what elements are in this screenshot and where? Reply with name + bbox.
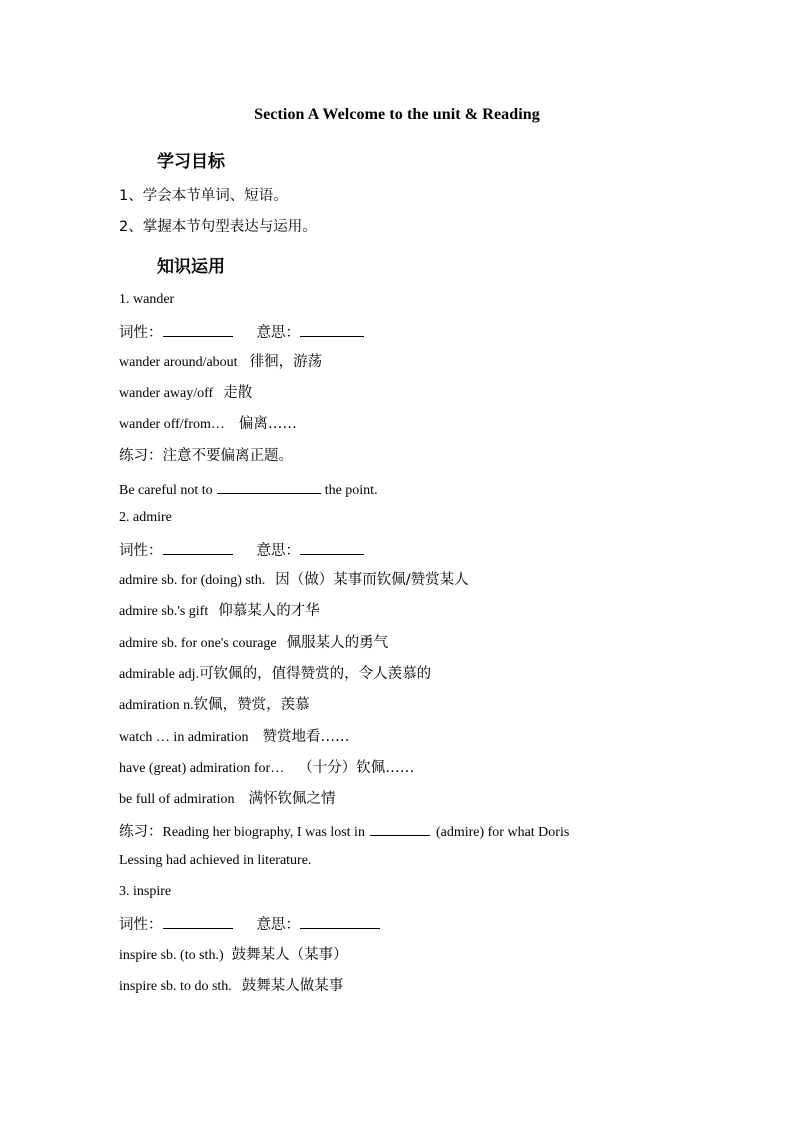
goals-heading: 学习目标 (157, 152, 225, 172)
meaning-blank[interactable] (300, 322, 364, 337)
phrase-cn: 走散 (223, 385, 253, 401)
word2-phrase-7 (119, 759, 414, 778)
word3-phrase-2 (119, 977, 343, 996)
phrase-cn: 仰慕某人的才华 (218, 603, 320, 619)
phrase-en: inspire sb. to do sth. (119, 979, 232, 994)
phrase-cn: 钦佩，赞赏，羡慕 (193, 697, 310, 713)
phrase-en: be full of admiration (119, 792, 235, 807)
phrase-cn: 赞赏地看…… (262, 729, 350, 745)
sentence-part: Be careful not to (119, 483, 213, 498)
goal-item-2: 2、掌握本节句型表达与运用。 (119, 219, 317, 235)
practice-label: 练习： (119, 824, 163, 840)
word2-phrase-8 (119, 790, 335, 809)
phrase-en: wander away/off (119, 386, 214, 401)
goal-item-1: 1、学会本节单词、短语。 (119, 188, 288, 204)
pos-blank[interactable] (163, 914, 233, 929)
word3-phrase-1 (119, 946, 348, 965)
word1-pos-meaning-row (119, 322, 364, 343)
meaning-label: 意思： (256, 325, 300, 341)
phrase-en: admiration n. (119, 698, 194, 713)
word1-phrase-3 (119, 415, 297, 434)
answer-blank[interactable] (370, 821, 430, 836)
pos-label: 词性： (119, 325, 163, 341)
phrase-en: inspire sb. (to sth.) (119, 948, 224, 963)
phrase-cn: 可钦佩的，值得赞赏的，令人羡慕的 (199, 666, 432, 682)
phrase-cn: 因（做）某事而钦佩/赞赏某人 (275, 572, 469, 588)
pos-label: 词性： (119, 543, 163, 559)
practice-text: 注意不要偏离正题。 (162, 448, 293, 464)
pos-blank[interactable] (163, 540, 233, 555)
phrase-cn: 满怀钦佩之情 (248, 791, 336, 807)
meaning-blank[interactable] (300, 540, 364, 555)
word2-heading: 2. admire (119, 510, 172, 525)
meaning-label: 意思： (256, 543, 300, 559)
word1-phrase-2 (119, 384, 252, 403)
sentence-part: (admire) for what Doris (435, 825, 570, 840)
phrase-en: have (great) admiration for… (119, 761, 285, 776)
phrase-cn: 鼓舞某人做某事 (241, 978, 344, 994)
phrase-en: wander around/about (119, 355, 238, 370)
word1-sentence (119, 479, 378, 500)
knowledge-heading: 知识运用 (157, 257, 225, 277)
phrase-cn: 佩服某人的勇气 (286, 635, 389, 651)
phrase-cn: 徘徊，游荡 (249, 354, 323, 370)
word3-heading: 3. inspire (119, 884, 172, 899)
word3-pos-meaning-row (119, 914, 380, 935)
pos-blank[interactable] (163, 322, 233, 337)
phrase-en: admire sb. for (doing) sth. (119, 573, 266, 588)
phrase-en: wander off/from… (119, 417, 225, 432)
word2-phrase-2 (119, 602, 320, 621)
word2-phrase-3 (119, 634, 388, 653)
word2-pos-meaning-row (119, 540, 364, 561)
phrase-cn: 鼓舞某人（某事） (231, 947, 348, 963)
answer-blank[interactable] (217, 479, 321, 494)
word2-phrase-5 (119, 696, 310, 715)
sentence-part: the point. (324, 483, 378, 498)
meaning-blank[interactable] (300, 914, 380, 929)
page-title: Section A Welcome to the unit & Reading (254, 106, 540, 123)
phrase-en: admirable adj. (119, 667, 200, 682)
pos-label: 词性： (119, 917, 163, 933)
phrase-en: admire sb. for one's courage (119, 636, 277, 651)
phrase-cn: 偏离…… (238, 416, 297, 432)
word1-phrase-1 (119, 353, 322, 372)
word1-practice (119, 447, 293, 466)
word2-practice (119, 821, 569, 842)
word1-heading: 1. wander (119, 292, 175, 307)
word2-practice-cont: Lessing had achieved in literature. (119, 853, 312, 868)
phrase-en: admire sb.'s gift (119, 604, 209, 619)
meaning-label: 意思： (256, 917, 300, 933)
phrase-en: watch … in admiration (119, 730, 249, 745)
sentence-part: Reading her biography, I was lost in (162, 825, 365, 840)
word2-phrase-6 (119, 728, 349, 747)
word2-phrase-1 (119, 571, 469, 590)
phrase-cn: （十分）钦佩…… (298, 760, 415, 776)
practice-label: 练习： (119, 448, 163, 464)
word2-phrase-4 (119, 665, 431, 684)
